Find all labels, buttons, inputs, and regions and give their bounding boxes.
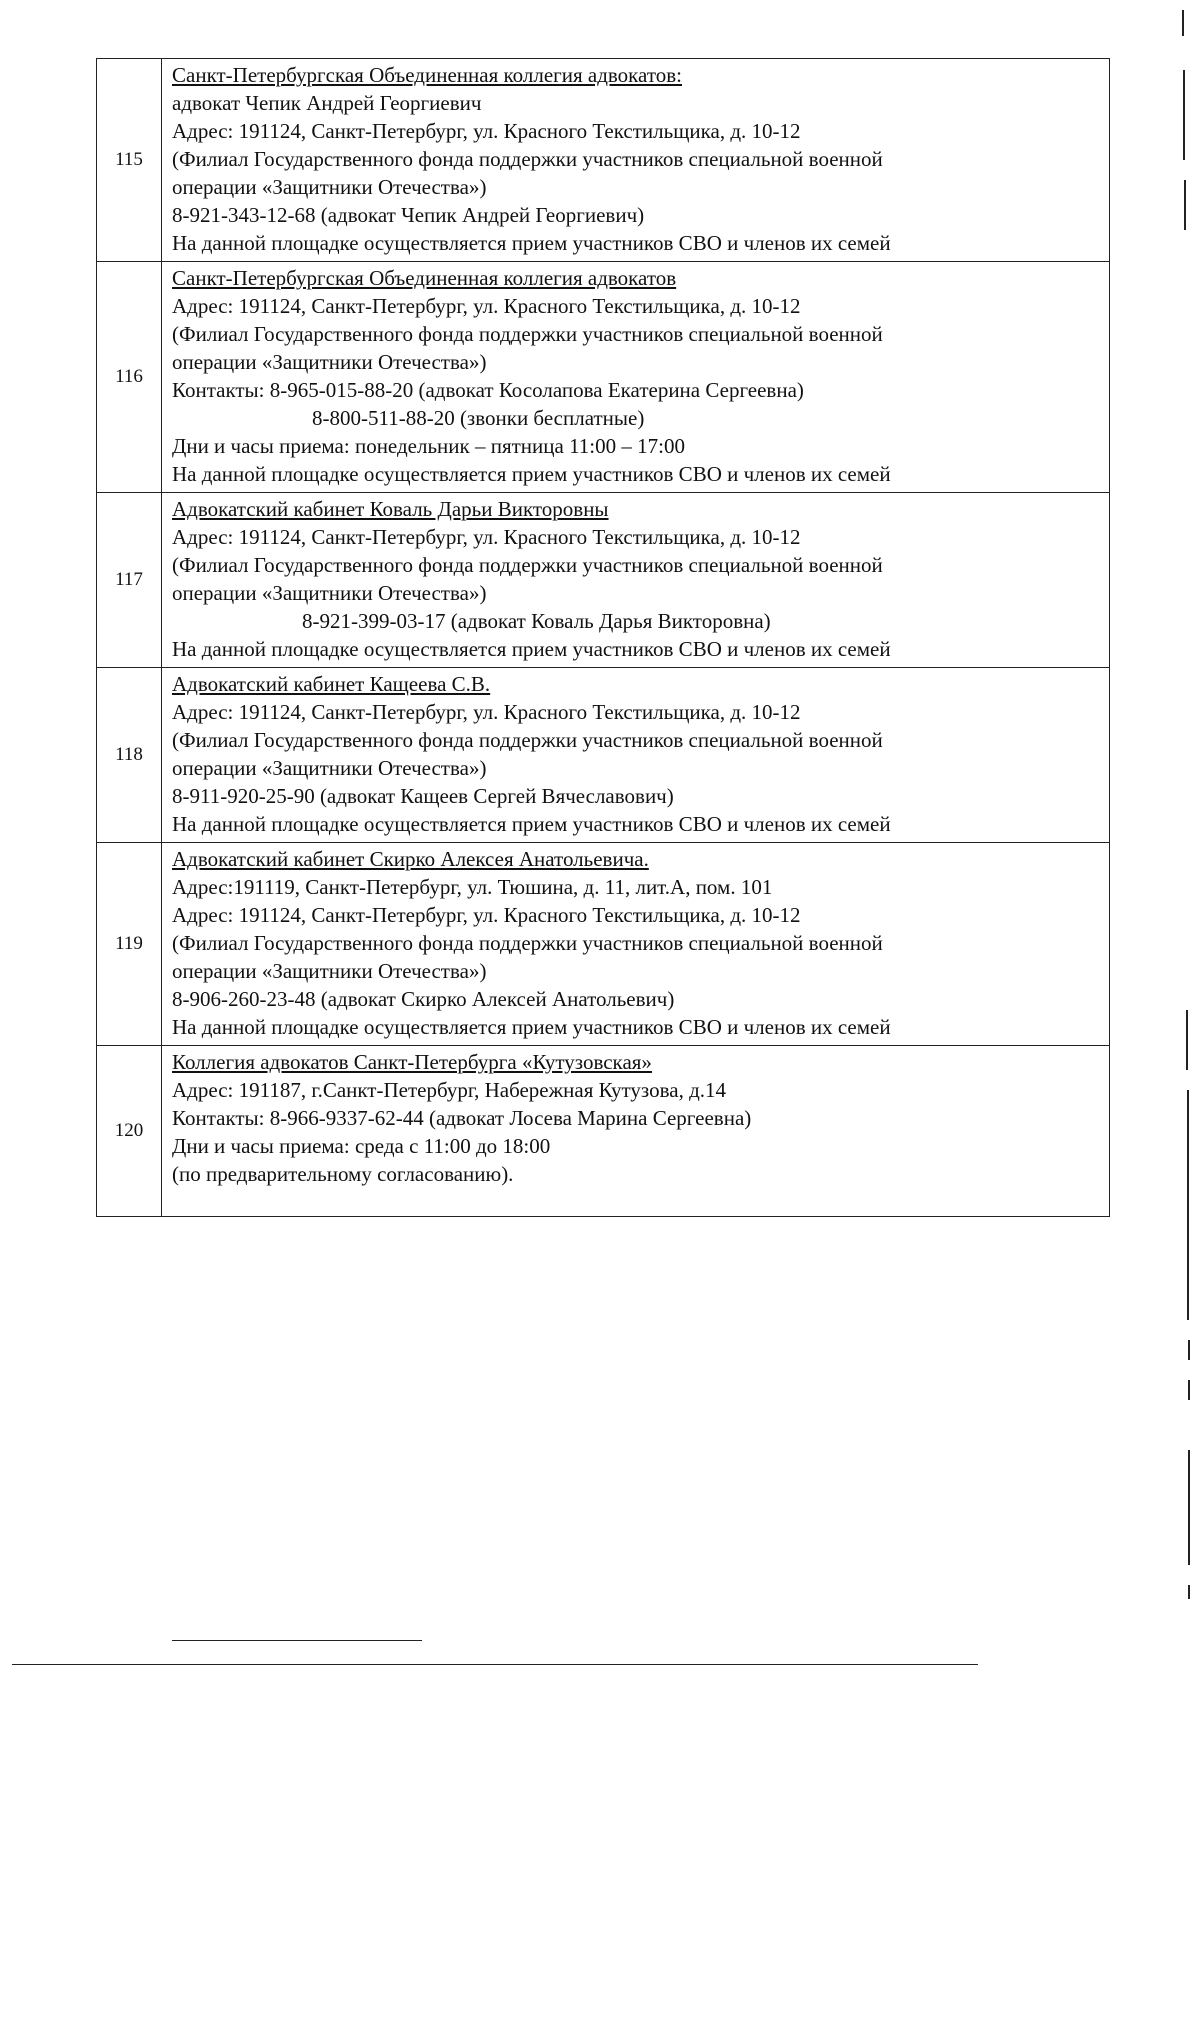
table-row — [97, 59, 1110, 262]
address: Адрес: 191124, Санкт-Петербург, ул. Красного Текстильщика, д. 10-12 — [172, 294, 801, 318]
table-row — [97, 262, 1110, 493]
table-row — [97, 668, 1110, 843]
reception-note: На данной площадке осуществляется прием участников СВО и членов их семей — [172, 462, 891, 486]
table-row — [97, 1046, 1110, 1217]
reception-note: На данной площадке осуществляется прием участников СВО и членов их семей — [172, 231, 891, 255]
branch-note-cont: операции «Защитники Отечества») — [172, 175, 487, 199]
scan-edge-mark — [1183, 70, 1185, 160]
scan-edge-mark — [1188, 1380, 1190, 1400]
row-number: 115 — [97, 59, 162, 262]
row-number: 119 — [97, 843, 162, 1046]
branch-note: (Филиал Государственного фонда поддержки участников специальной военной — [172, 728, 883, 752]
branch-note-cont: операции «Защитники Отечества») — [172, 756, 487, 780]
scan-edge-mark — [1186, 1010, 1188, 1070]
organizations-table — [96, 58, 1110, 1217]
row-number: 120 — [97, 1046, 162, 1217]
row-content — [162, 262, 1110, 493]
scan-edge-mark — [1184, 180, 1186, 230]
organization-name: Санкт-Петербургская Объединенная коллегия адвокатов — [172, 266, 677, 290]
branch-note: (Филиал Государственного фонда поддержки участников специальной военной — [172, 322, 883, 346]
contacts: Контакты: 8-966-9337-62-44 (адвокат Лосева Марина Сергеевна) — [172, 1106, 752, 1130]
table-row — [97, 493, 1110, 668]
reception-note: На данной площадке осуществляется прием участников СВО и членов их семей — [172, 812, 891, 836]
scan-edge-mark — [1188, 1585, 1190, 1599]
appointment-note: (по предварительному согласованию). — [172, 1162, 514, 1186]
footer-rule — [12, 1664, 978, 1665]
address: Адрес: 191124, Санкт-Петербург, ул. Красного Текстильщика, д. 10-12 — [172, 700, 801, 724]
address: Адрес: 191124, Санкт-Петербург, ул. Красного Текстильщика, д. 10-12 — [172, 525, 801, 549]
scan-edge-mark — [1188, 1450, 1190, 1565]
row-number: 116 — [97, 262, 162, 493]
organization-name: Адвокатский кабинет Коваль Дарьи Викторовны — [172, 497, 609, 521]
branch-note: (Филиал Государственного фонда поддержки участников специальной военной — [172, 147, 883, 171]
phone: 8-911-920-25-90 (адвокат Кащеев Сергей Вячеславович) — [172, 784, 674, 808]
hotline-phone: 8-800-511-88-20 (звонки бесплатные) — [312, 406, 645, 430]
branch-note-cont: операции «Защитники Отечества») — [172, 959, 487, 983]
organization-name: Адвокатский кабинет Кащеева С.В. — [172, 672, 491, 696]
reception-note: На данной площадке осуществляется прием участников СВО и членов их семей — [172, 1015, 891, 1039]
organization-name: Коллегия адвокатов Санкт-Петербурга «Кутузовская» — [172, 1050, 652, 1074]
row-content — [162, 668, 1110, 843]
scan-edge-mark — [1187, 1090, 1189, 1320]
branch-note: (Филиал Государственного фонда поддержки участников специальной военной — [172, 553, 883, 577]
row-number: 117 — [97, 493, 162, 668]
organization-name: Адвокатский кабинет Скирко Алексея Анатольевича. — [172, 847, 649, 871]
reception-note: На данной площадке осуществляется прием участников СВО и членов их семей — [172, 637, 891, 661]
address: Адрес: 191187, г.Санкт-Петербург, Набережная Кутузова, д.14 — [172, 1078, 726, 1102]
row-number: 118 — [97, 668, 162, 843]
reception-hours: Дни и часы приема: понедельник – пятница 11:00 – 17:00 — [172, 434, 685, 458]
address-primary: Адрес:191119, Санкт-Петербург, ул. Тюшина, д. 11, лит.А, пом. 101 — [172, 875, 773, 899]
address: Адрес: 191124, Санкт-Петербург, ул. Красного Текстильщика, д. 10-12 — [172, 119, 801, 143]
row-content — [162, 493, 1110, 668]
lawyer-name: адвокат Чепик Андрей Георгиевич — [172, 91, 482, 115]
row-content — [162, 1046, 1110, 1217]
table-row — [97, 843, 1110, 1046]
reception-hours: Дни и часы приема: среда с 11:00 до 18:00 — [172, 1134, 551, 1158]
phone: 8-921-343-12-68 (адвокат Чепик Андрей Георгиевич) — [172, 203, 645, 227]
phone: 8-921-399-03-17 (адвокат Коваль Дарья Викторовна) — [302, 609, 771, 633]
row-content — [162, 843, 1110, 1046]
organization-name: Санкт-Петербургская Объединенная коллегия адвокатов: — [172, 63, 682, 87]
footnote-separator — [172, 1640, 422, 1641]
scan-edge-mark — [1182, 10, 1184, 36]
contacts: Контакты: 8-965-015-88-20 (адвокат Косолапова Екатерина Сергеевна) — [172, 378, 804, 402]
row-content — [162, 59, 1110, 262]
branch-note: (Филиал Государственного фонда поддержки участников специальной военной — [172, 931, 883, 955]
scan-edge-mark — [1188, 1340, 1190, 1360]
branch-note-cont: операции «Защитники Отечества») — [172, 581, 487, 605]
branch-note-cont: операции «Защитники Отечества») — [172, 350, 487, 374]
phone: 8-906-260-23-48 (адвокат Скирко Алексей Анатольевич) — [172, 987, 675, 1011]
address: Адрес: 191124, Санкт-Петербург, ул. Красного Текстильщика, д. 10-12 — [172, 903, 801, 927]
